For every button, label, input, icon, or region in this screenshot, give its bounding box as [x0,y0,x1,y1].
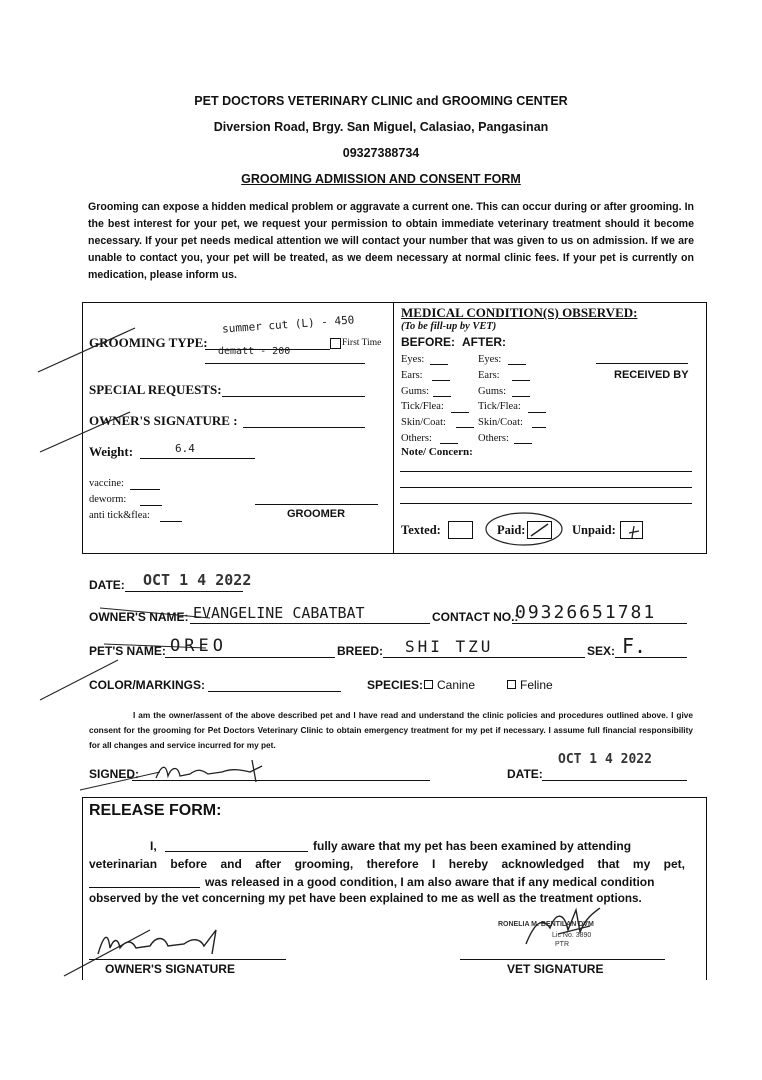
vaccine-label: vaccine: [89,478,124,489]
table-divider [393,302,394,554]
sex-value: F. [622,634,647,658]
breed-value: SHI TZU [405,637,494,656]
owner-name-value: EVANGELINE CABATBAT [193,604,365,622]
paid-circle [484,511,564,547]
intro-paragraph: Grooming can expose a hidden medical problem or aggravate a current one. This can occur during or after grooming. In the best interest for your pet, we request your permission to obtain immediate veterinary treatment should it become necessary. If your pet needs medical attention we will contact your number that was given to us on admission. If we are unable to contact you, your pet will be treated, as we deem necessary at normal clinic fees. If your pet is currently on medication, please inform us. [88,201,694,281]
owner-signature-field[interactable] [243,427,365,428]
feline-checkbox[interactable] [507,680,516,689]
canine-option[interactable] [424,678,475,692]
canine-checkbox[interactable] [424,680,433,689]
release-i: I, [150,839,157,853]
medical-title: MEDICAL CONDITION(S) OBSERVED: [401,305,638,320]
texted-label: Texted: [401,523,441,537]
release-title: RELEASE FORM: [89,802,222,819]
consent-paragraph: I am the owner/assent of the above described pet and I have read and understand the clinic policies and procedures outlined above. I give consent for the grooming for Pet Doctors Veterinary Clinic to obtain emergency treatment for my pet if necessary. I assume full financial responsibility for all changes and service incurred for my pet. [89,710,693,750]
vet-stamp-ptr: PTR [555,941,569,948]
release-line4: observed by the vet concerning my pet have been explained to me as well as the treatment options. [89,892,642,905]
weight-value: 6.4 [175,442,195,455]
release-line1: fully aware that my pet has been examined by attending [313,839,632,853]
grooming-type-value1: summer cut (L) - 450 [221,313,355,336]
owner-name-label: OWNER'S NAME: [89,610,189,624]
consent-date-value: OCT 1 4 2022 [558,752,652,767]
grooming-type-label: GROOMING TYPE: [89,335,208,350]
grooming-type-value2: dematt - 200 [218,346,291,357]
owner-signature-release-label: OWNER'S SIGNATURE [105,962,235,976]
color-field[interactable] [208,691,341,692]
special-requests-field[interactable] [222,396,365,397]
date-label: DATE: [89,578,125,592]
breed-label: BREED: [337,644,384,658]
canine-label: Canine [437,678,476,692]
species-label: SPECIES: [367,678,424,692]
paid-label: Paid: [497,523,526,537]
feline-option[interactable] [507,678,553,692]
color-label: COLOR/MARKINGS: [89,678,205,692]
release-name-field[interactable] [165,851,308,852]
owner-signature-label: OWNER'S SIGNATURE : [89,413,238,428]
first-time-checkbox[interactable] [330,338,341,349]
sex-label: SEX: [587,644,616,658]
date-value: OCT 1 4 2022 [143,571,252,589]
consent-date-label: DATE: [507,767,543,781]
medical-subtitle: (To be fill-up by VET) [401,321,497,332]
owner-signature-scribble [152,758,282,786]
received-by-label: RECEIVED BY [614,369,689,381]
signed-label: SIGNED: [89,767,140,781]
deworm-label: deworm: [89,494,127,505]
contact-value: 09326651781 [515,602,657,623]
after-list: Eyes: Ears: Gums: Tick/Flea: Skin/Coat: Others: [478,354,523,444]
vet-signature-scribble [520,904,610,950]
after-label: AFTER: [462,335,506,349]
unpaid-checkbox[interactable] [620,521,643,539]
clinic-phone: 09327388734 [342,146,420,160]
clinic-name: PET DOCTORS VETERINARY CLINIC and GROOMING CENTER [194,94,568,108]
note-label: Note/ Concern: [401,446,473,458]
clinic-address: Diversion Road, Brgy. San Miguel, Calasiao, Pangasinan [213,120,549,134]
vet-signature-label: VET SIGNATURE [507,962,604,976]
special-requests-label: SPECIAL REQUESTS: [89,382,222,397]
first-time-label: First Time [342,338,382,348]
release-line2: veterinarian before and after grooming, therefore I hereby acknowledged that my pet, [89,857,685,871]
release-pet-field[interactable] [89,887,200,888]
pet-name-label: PET'S NAME: [89,644,166,658]
release-line3: was released in a good condition, I am also aware that if any medical condition [205,875,655,889]
vet-stamp-name: RONELIA M. BENTILAN DVM [498,921,594,928]
weight-field[interactable] [140,458,255,459]
vet-stamp-lic: Lic No. 3890 [552,932,592,939]
texted-checkbox[interactable] [448,521,473,539]
feline-label: Feline [520,678,553,692]
pet-name-value: OREO [170,636,227,656]
weight-label: Weight: [89,444,134,459]
antitick-label: anti tick&flea: [89,510,150,521]
contact-label: CONTACT NO.: [432,610,519,624]
before-label: BEFORE: [401,335,455,349]
release-owner-signature [92,924,232,960]
groomer-label: GROOMER [287,508,346,520]
unpaid-label: Unpaid: [572,523,616,537]
form-title: GROOMING ADMISSION AND CONSENT FORM [241,172,521,186]
before-list: Eyes: Ears: Gums: Tick/Flea: Skin/Coat: Others: [401,354,446,444]
